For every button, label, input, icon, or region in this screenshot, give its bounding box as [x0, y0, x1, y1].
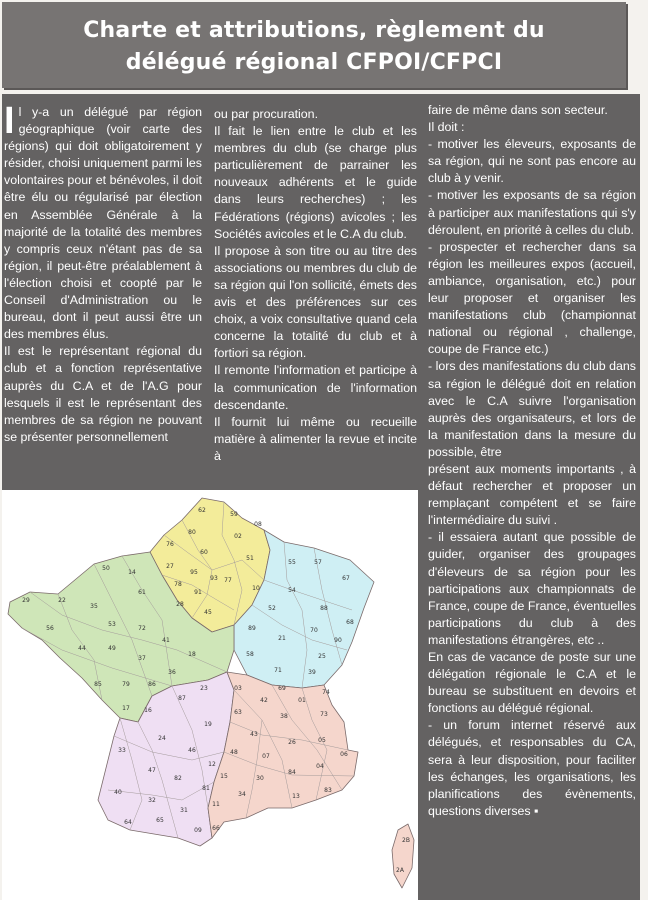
department-number: 04: [316, 763, 324, 770]
department-number: 73: [320, 711, 328, 718]
department-number: 01: [298, 697, 306, 704]
article-paragraph: - un forum internet réservé aux délégués, et responsables du CA, sera à leur disposition, pour faciliter les échanges, les organisations, les planifications des évènements, questions diverses ▪: [428, 718, 636, 818]
department-number: 25: [318, 653, 326, 660]
article-column-2: [214, 106, 417, 465]
department-number: 80: [188, 529, 196, 536]
department-number: 89: [248, 625, 256, 632]
department-number: 67: [342, 575, 350, 582]
department-number: 69: [278, 685, 286, 692]
department-number: 38: [280, 713, 288, 720]
department-number: 63: [234, 709, 242, 716]
department-number: 22: [58, 597, 66, 604]
department-number: 49: [108, 645, 116, 652]
article-paragraph: - motiver les exposants de sa région à participer aux manifestations qui s'y déroulent, en priorité à celles du club.: [428, 188, 636, 237]
department-number: 34: [238, 791, 246, 798]
department-number: 10: [252, 585, 260, 592]
department-number: 58: [246, 651, 254, 658]
department-number: 84: [288, 769, 296, 776]
department-number: 2A: [396, 867, 404, 874]
department-number: 08: [254, 521, 262, 528]
department-number: 54: [288, 587, 296, 594]
department-number: 45: [204, 609, 212, 616]
article-paragraph: - motiver les éleveurs, exposants de sa région, qui ne sont pas encore au club à y venir.: [428, 137, 636, 186]
article-paragraph: faire de même dans son secteur.: [428, 103, 608, 117]
department-number: 26: [288, 739, 296, 746]
department-number: 42: [260, 697, 268, 704]
department-number: 82: [174, 775, 182, 782]
department-number: 86: [148, 681, 156, 688]
page-title-line-2: délégué régional CFPOI/CFPCI: [125, 50, 503, 75]
article-paragraph: présent aux moments importants , à défaut rechercher et proposer un remplaçant compétent et se faire l'intermédiaire du suivi .: [428, 461, 636, 528]
department-number: 70: [310, 627, 318, 634]
article-paragraph: - lors des manifestations du club dans sa région le délégué doit en relation avec le C.A suivre l'organisation auprès des organisateurs, et lors de la manifestation dans la mesure du possible, être: [428, 359, 636, 459]
department-number: 72: [138, 625, 146, 632]
department-number: 19: [204, 721, 212, 728]
department-number: 16: [144, 707, 152, 714]
dropcap-letter: I: [4, 100, 15, 142]
department-number: 23: [200, 685, 208, 692]
regions-map: [2, 490, 418, 900]
department-number: 07: [262, 753, 270, 760]
department-number: 40: [114, 789, 122, 796]
department-number: 33: [118, 747, 126, 754]
department-number: 37: [138, 655, 146, 662]
department-number: 78: [174, 581, 182, 588]
department-number: 50: [102, 565, 110, 572]
department-number: 36: [168, 669, 176, 676]
department-number: 83: [324, 787, 332, 794]
department-number: 24: [158, 735, 166, 742]
department-number: 93: [210, 575, 218, 582]
article-paragraph: Il remonte l'information et participe à la communication de l'information descendante.: [214, 363, 417, 412]
department-number: 74: [322, 689, 330, 696]
department-number: 31: [180, 807, 188, 814]
article-paragraph: Il y-a un délégué par région géographique (voir carte des régions) qui doit obligatoirement y résider, choisi uniquement parmi les volontaires pour et bénévoles, il doit être élu ou régularisé par élection en Assemblée Générale à la majorité de la totalité des membres y compris ceux n'étant pas de sa région, il peut-être préalablement à l'élection choisi et coopté par le Conseil d'Administration ou le bureau, dont il peut aussi être un des membres élus.: [4, 100, 202, 342]
department-number: 56: [46, 625, 54, 632]
department-number: 76: [166, 541, 174, 548]
article-column-3: [428, 102, 636, 820]
department-number: 55: [288, 559, 296, 566]
department-number: 87: [178, 695, 186, 702]
department-number: 79: [122, 681, 130, 688]
department-number: 61: [138, 589, 146, 596]
article-paragraph: En cas de vacance de poste sur une délégation régionale le C.A et le bureau se substituent en devoirs et fonctions au délégué régional.: [428, 650, 636, 716]
department-number: 30: [256, 775, 264, 782]
article-paragraph: Il fait le lien entre le club et les membres du club (se charge plus particulièrement de parrainer les nouveaux adhérents et le guide dans leurs recherches) ; les Fédérations (régions) avicoles ; les Sociétés avicoles et le C.A du club.: [214, 124, 417, 241]
department-number: 71: [274, 667, 282, 674]
department-number: 12: [208, 761, 216, 768]
region-corsica: [392, 824, 414, 888]
department-number: 18: [188, 651, 196, 658]
department-number: 28: [176, 601, 184, 608]
department-number: 14: [128, 569, 136, 576]
department-number: 29: [22, 597, 30, 604]
department-number: 41: [162, 637, 170, 644]
department-number: 91: [194, 589, 202, 596]
department-number: 13: [292, 793, 300, 800]
department-number: 02: [234, 533, 242, 540]
department-number: 95: [190, 569, 198, 576]
department-number: 03: [234, 685, 242, 692]
department-number: 06: [340, 751, 348, 758]
department-number: 27: [166, 563, 174, 570]
article-paragraph: Il propose à son titre ou au titre des associations ou membres du club de sa région qui l'on sollicité, émets des avis et des préférences sur ces choix, a voix consultative quand cela concerne la totalité du club et à fortiori sa région.: [214, 243, 417, 361]
department-number: 35: [90, 603, 98, 610]
page-title-line-1: Charte et attributions, règlement du: [83, 18, 545, 43]
department-number: 39: [308, 669, 316, 676]
department-number: 46: [188, 747, 196, 754]
france-regions-svg: [2, 490, 418, 900]
department-number: 17: [122, 705, 130, 712]
article-paragraph: ou par procuration.: [214, 107, 319, 121]
department-number: 88: [320, 605, 328, 612]
article-paragraph: - il essaiera autant que possible de guider, organiser des groupages d'éleveurs de sa région pour les participations aux championnats de France, coupe de France, éventuelles participations du club à des manifestations étrangères, etc ..: [428, 530, 637, 647]
article-paragraph: Il fournit lui même ou recueille matière à alimenter la revue et incite à: [214, 414, 417, 463]
department-number: 51: [246, 555, 254, 562]
department-number: 57: [314, 559, 322, 566]
department-number: 81: [202, 785, 210, 792]
article-paragraph: Il doit :: [428, 120, 465, 135]
department-number: 77: [224, 577, 232, 584]
department-number: 47: [148, 767, 156, 774]
department-number: 05: [318, 737, 326, 744]
department-number: 11: [212, 801, 220, 808]
department-number: 43: [250, 731, 258, 738]
department-number: 53: [108, 621, 116, 628]
department-number: 66: [212, 825, 220, 832]
department-number: 09: [194, 827, 202, 834]
department-number: 85: [94, 681, 102, 688]
department-number: 59: [230, 511, 238, 518]
department-number: 62: [198, 507, 206, 514]
department-number: 15: [220, 773, 228, 780]
department-number: 21: [278, 635, 286, 642]
department-number: 68: [346, 619, 354, 626]
department-number: 52: [268, 605, 276, 612]
department-number: 44: [78, 645, 86, 652]
department-number: 60: [200, 549, 208, 556]
department-number: 64: [124, 819, 132, 826]
department-number: 32: [148, 797, 156, 804]
department-number: 90: [334, 637, 342, 644]
article-paragraph: Il est le représentant régional du club et a fonction représentative auprès du C.A et de l'A.G pour lesquels il est le représentant des membres de sa région ne pouvant se présenter personnellement: [4, 344, 202, 444]
article-column-1: [4, 100, 202, 446]
department-number: 2B: [402, 837, 410, 844]
department-number: 65: [156, 817, 164, 824]
department-number: 48: [230, 749, 238, 756]
title-banner: [2, 2, 626, 88]
article-paragraph: - prospecter et rechercher dans sa région les meilleures expos (accueil, ambiance, organisation, etc.) pour leur proposer et organiser les manifestations club (championnat national ou régional , challenge, coupe de France etc.): [428, 239, 636, 357]
